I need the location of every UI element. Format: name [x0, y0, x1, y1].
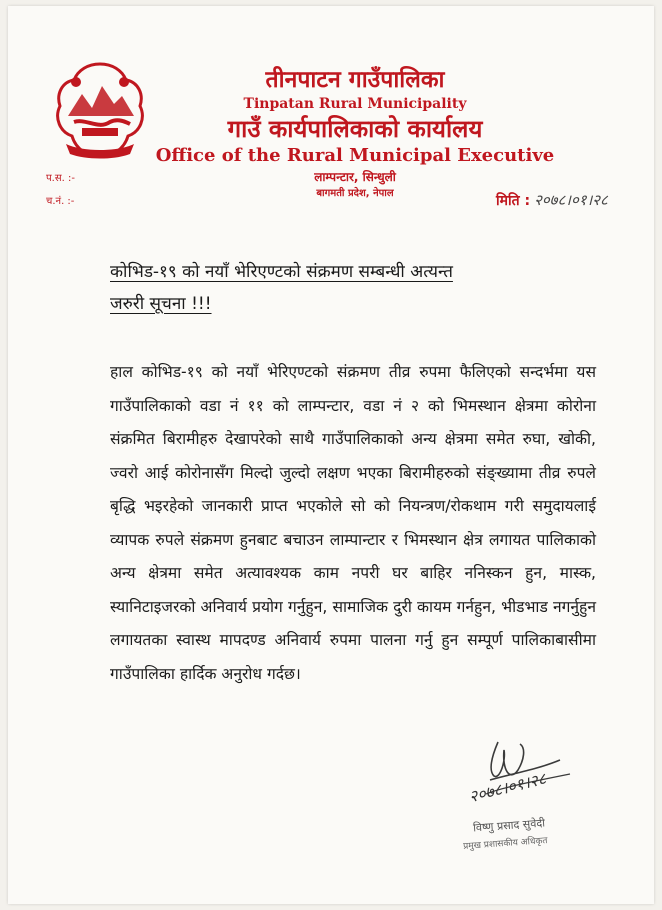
reference-number-label: प.स. :-	[46, 173, 75, 184]
letterhead	[150, 66, 560, 202]
subject-line-2: जरुरी सूचना !!!	[110, 294, 212, 314]
signatory-name: विष्णु प्रसाद सुवेदी	[472, 816, 546, 835]
municipality-name-nepali: तीनपाटन गाउँपालिका	[265, 67, 445, 93]
notice-subject	[110, 256, 590, 320]
office-name-nepali: गाउँ कार्यपालिकाको कार्यालय	[227, 115, 483, 143]
nepal-emblem-icon	[52, 60, 148, 164]
office-address: लाम्पन्टार, सिन्धुली	[314, 170, 396, 184]
office-name-english: Office of the Rural Municipal Executive	[155, 145, 555, 166]
office-province: बागमती प्रदेश, नेपाल	[316, 188, 394, 199]
dispatch-number-label: च.नं. :-	[46, 196, 75, 207]
date-value: २०७८।०१।२८	[534, 191, 608, 209]
municipality-name-english: Tinpatan Rural Municipality	[243, 96, 467, 112]
notice-body: हाल कोभिड-१९ को नयाँ भेरिएण्टको संक्रमण तीव्र रुपमा फैलिएको सन्दर्भमा यस गाउँपालिकाको वडा नं ११ को लाम्पन्टार, वडा नं २ को भिमस्थान क्षेत्रमा कोरोना संक्रमित बिरामीहरु देखापरेको साथै गाउँपालिकाको अन्य क्षेत्रमा समेत रुघा, खोकी, ज्वरो आई कोरोनासँग मिल्दो जुल्दो लक्षण भएका बिरामीहरुको संङ्ख्यामा तीव्र रुपले बृद्धि भइरहेको जानकारी प्राप्त भएकोले सो को नियन्त्रण/रोकथाम गरी समुदायलाई व्यापक रुपले संक्रमण हुनबाट बचाउन लाम्पान्टार र भिमस्थान क्षेत्र लगायत पालिकाको अन्य क्षेत्रमा समेत अत्यावश्यक काम नपरी घर बाहिर ननिस्कन हुन, मास्क, स्यानिटाइजरको अनिवार्य प्रयोग गर्नुहुन, सामाजिक दुरी कायम गर्नहुन, भीडभाड नगर्नुहुन लगायतका स्वास्थ मापदण्ड अनिवार्य रुपमा पालना गर्नु हुन सम्पूर्ण पालिकाबासीमा गाउँपालिका हार्दिक अनुरोध गर्दछ।	[110, 363, 596, 683]
signatory-title: प्रमुख प्रशासकीय अधिकृत	[462, 836, 548, 852]
date-label: मिति :	[496, 193, 531, 209]
subject-line-1: कोभिड-१९ को नयाँ भेरिएण्टको संक्रमण सम्बन्धी अत्यन्त	[110, 262, 453, 282]
signature-date: २०७८।०१।२८	[466, 768, 548, 807]
date-field	[496, 190, 646, 210]
